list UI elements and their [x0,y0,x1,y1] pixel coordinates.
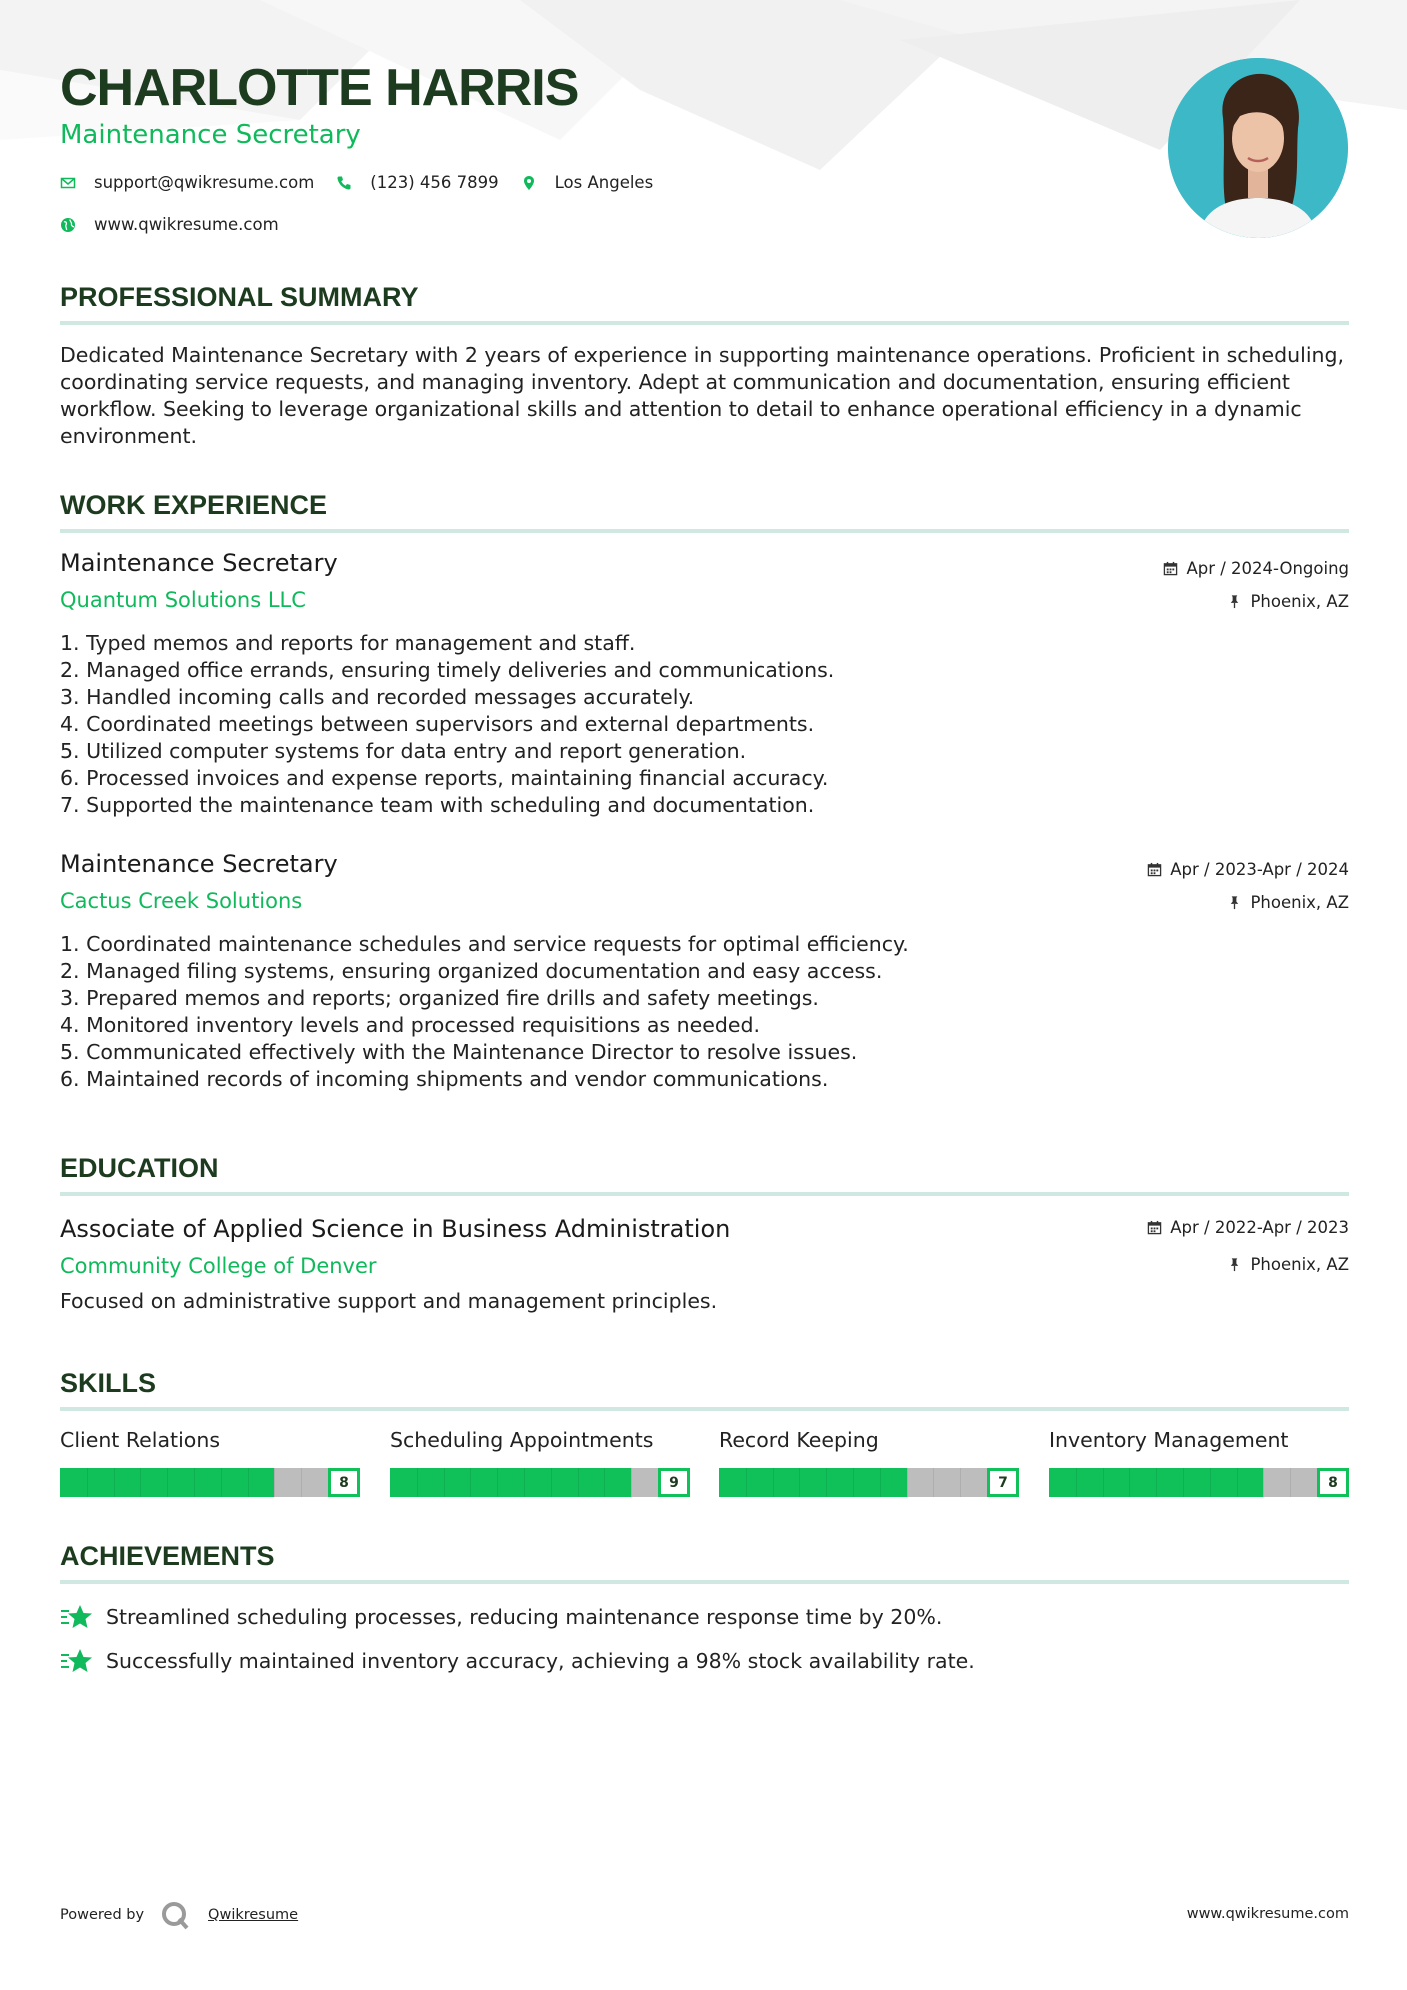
job-title: Maintenance Secretary [60,549,338,577]
skill-score: 8 [328,1468,360,1497]
skill-score: 9 [658,1468,690,1497]
list-item: 7. Supported the maintenance team with scheduling and documentation. [60,793,815,817]
summary-divider [60,321,1349,325]
skill-bar-segment [1183,1468,1184,1497]
skill-bar-segment [194,1468,195,1497]
achievement-text: Successfully maintained inventory accuracy, achieving a 98% stock availability rate. [106,1649,975,1673]
skills-divider [60,1407,1349,1411]
skill-label: Inventory Management [1049,1428,1289,1452]
skill-bar-fill [719,1468,907,1497]
contact-website[interactable] [60,215,279,234]
website-text: www.qwikresume.com [94,215,279,234]
skill-bar-segment [1290,1468,1291,1497]
skill-bar-segment [1076,1468,1077,1497]
pushpin-icon [1227,895,1242,910]
skill-bar [1049,1468,1349,1497]
candidate-name: CHARLOTTE HARRIS [60,59,579,117]
skill-bar-segment [933,1468,934,1497]
star-icon [60,1647,92,1675]
achievement-item [60,1647,975,1675]
education-heading: EDUCATION [60,1153,219,1183]
contact-email[interactable] [60,173,314,192]
contact-row-secondary [60,215,301,234]
experience-divider [60,529,1349,533]
skill-bar-segment [1210,1468,1211,1497]
education-divider [60,1192,1349,1196]
skills-heading: SKILLS [60,1368,157,1398]
location-text: Los Angeles [554,173,654,192]
skill-bar-segment [1237,1468,1238,1497]
job-bullets [60,630,1349,819]
degree-title: Associate of Applied Science in Business Administration [60,1215,731,1243]
footer-website[interactable]: www.qwikresume.com [1186,1906,1349,1922]
skill-bar-segment [417,1468,418,1497]
profile-photo [1168,58,1348,238]
job-location-text: Phoenix, AZ [1250,893,1349,912]
skill-bar-segment [907,1468,908,1497]
list-item: 5. Communicated effectively with the Maintenance Director to resolve issues. [60,1040,858,1064]
job-location-text: Phoenix, AZ [1250,592,1349,611]
job-dates [1163,559,1349,578]
skill-bar [390,1468,690,1497]
skill-bar-segment [114,1468,115,1497]
skill-bar-segment [301,1468,302,1497]
contact-row-primary [60,173,675,192]
list-item: 4. Monitored inventory levels and processed requisitions as needed. [60,1013,760,1037]
skill-bar-segment [248,1468,249,1497]
globe-icon [60,217,76,233]
achievements-divider [60,1580,1349,1584]
skill-label: Client Relations [60,1428,221,1452]
skill-bar-segment [87,1468,88,1497]
skill-bar-segment [773,1468,774,1497]
list-item: 1. Typed memos and reports for management and staff. [60,631,636,655]
education-dates-text: Apr / 2022-Apr / 2023 [1170,1218,1349,1237]
job-location [1227,893,1349,912]
calendar-icon [1147,862,1162,877]
skill-bar-segment [880,1468,881,1497]
skill-bar-segment [524,1468,525,1497]
skill-score: 8 [1317,1468,1349,1497]
skill-label: Record Keeping [719,1428,879,1452]
footer-powered-by [60,1900,298,1930]
education-dates [1147,1218,1349,1237]
skill-bar-segment [497,1468,498,1497]
summary-heading: PROFESSIONAL SUMMARY [60,282,419,312]
skill-bar [719,1468,1019,1497]
achievement-item [60,1603,942,1631]
job-title: Maintenance Secretary [60,850,338,878]
skill-bar-fill [390,1468,631,1497]
school-name: Community College of Denver [60,1254,377,1278]
skill-bar-segment [444,1468,445,1497]
skill-item [719,1428,1019,1491]
star-icon [60,1603,92,1631]
skill-item [1049,1428,1349,1491]
contact-phone[interactable] [336,173,498,192]
phone-text: (123) 456 7899 [370,173,499,192]
skill-bar-segment [551,1468,552,1497]
phone-icon [336,175,352,191]
envelope-icon [60,175,76,191]
list-item: 3. Handled incoming calls and recorded messages accurately. [60,685,695,709]
summary-text: Dedicated Maintenance Secretary with 2 years of experience in supporting maintenance operations. Proficient in scheduling, coordinating service requests, and managing inventory. Adept at communication and documentation, ensuring efficient workflow. Seeking to leverage organizational skills and attention to detail to enhance operational efficiency in a dynamic environment. [60,343,1345,448]
skill-bar-segment [221,1468,222,1497]
skill-bar [60,1468,360,1497]
job-bullets [60,931,1349,1093]
list-item: 1. Coordinated maintenance schedules and service requests for optimal efficiency. [60,932,909,956]
education-description: Focused on administrative support and management principles. [60,1289,718,1313]
skill-label: Scheduling Appointments [390,1428,654,1452]
skill-bar-segment [604,1468,605,1497]
list-item: 2. Managed filing systems, ensuring organized documentation and easy access. [60,959,883,983]
skill-bar-segment [1263,1468,1264,1497]
job-company: Quantum Solutions LLC [60,588,306,612]
map-pin-icon [521,175,537,191]
email-text: support@qwikresume.com [94,173,315,192]
skill-bar-segment [1156,1468,1157,1497]
list-item: 2. Managed office errands, ensuring timely deliveries and communications. [60,658,835,682]
qwikresume-logo-icon [160,1900,190,1930]
skill-bar-segment [578,1468,579,1497]
skill-bar-segment [631,1468,632,1497]
job-dates-text: Apr / 2023-Apr / 2024 [1170,860,1349,879]
brand-link[interactable]: Qwikresume [208,1907,299,1923]
list-item: 5. Utilized computer systems for data entry and report generation. [60,739,747,763]
pushpin-icon [1227,594,1242,609]
job-dates [1147,860,1349,879]
job-location [1227,592,1349,611]
skill-item [390,1428,690,1491]
skill-bar-segment [1103,1468,1104,1497]
achievement-text: Streamlined scheduling processes, reducing maintenance response time by 20%. [106,1605,943,1629]
skill-bar-segment [853,1468,854,1497]
skill-bar-segment [746,1468,747,1497]
skill-bar-segment [1129,1468,1130,1497]
skill-bar-segment [274,1468,275,1497]
list-item: 3. Prepared memos and reports; organized fire drills and safety meetings. [60,986,819,1010]
candidate-role: Maintenance Secretary [60,120,361,150]
education-location-text: Phoenix, AZ [1250,1255,1349,1274]
skill-bar-segment [799,1468,800,1497]
contact-location [521,173,654,192]
achievements-heading: ACHIEVEMENTS [60,1541,275,1571]
pushpin-icon [1227,1257,1242,1272]
job-company: Cactus Creek Solutions [60,889,303,913]
skill-score: 7 [987,1468,1019,1497]
skill-bar-segment [960,1468,961,1497]
experience-heading: WORK EXPERIENCE [60,490,328,520]
list-item: 6. Maintained records of incoming shipments and vendor communications. [60,1067,829,1091]
skill-bar-segment [167,1468,168,1497]
powered-by-label: Powered by [60,1907,145,1923]
calendar-icon [1147,1220,1162,1235]
skill-item [60,1428,360,1491]
job-dates-text: Apr / 2024-Ongoing [1186,559,1349,578]
skill-bar-segment [826,1468,827,1497]
calendar-icon [1163,561,1178,576]
education-location [1227,1255,1349,1274]
list-item: 6. Processed invoices and expense reports, maintaining financial accuracy. [60,766,829,790]
skill-bar-segment [470,1468,471,1497]
list-item: 4. Coordinated meetings between supervisors and external departments. [60,712,815,736]
skill-bar-segment [140,1468,141,1497]
